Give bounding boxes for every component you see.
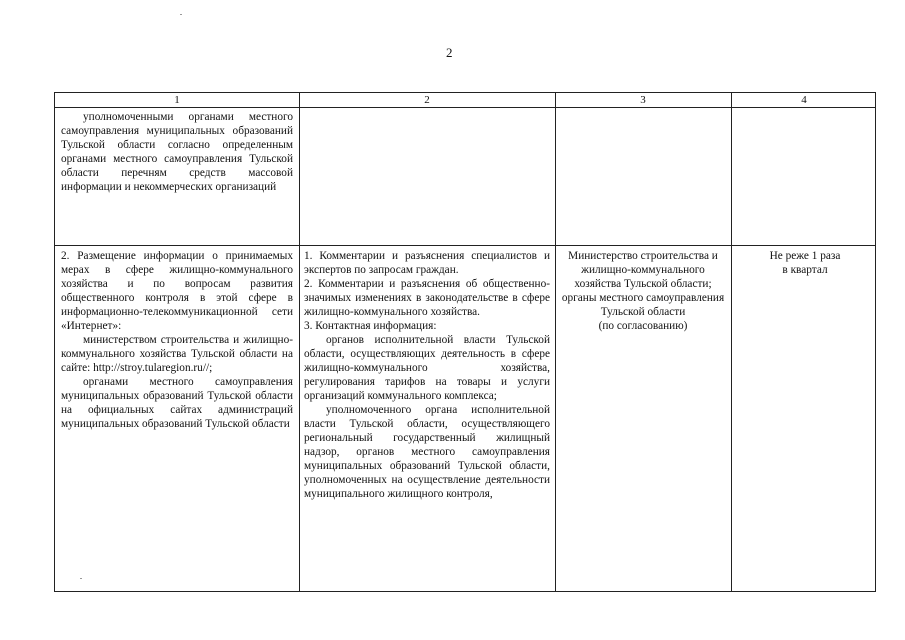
header-col-4: 4 <box>801 94 807 106</box>
row1-col1-cell <box>61 110 293 194</box>
scan-speck <box>180 14 182 15</box>
row2-col2-authorized-body: уполномоченного органа исполнительной власти Тульской области, осуществляющего региональный государственный жилищный надзор, органов местного самоуправления муниципальных образований Тульской области, уполномоченных на осуществление деятельности муниципального жилищного контроля, <box>304 404 550 500</box>
row2-col4-cell <box>767 249 843 277</box>
row2-col2-exec-bodies: органов исполнительной власти Тульской области, осуществляющих деятельность в сфере жилищно-коммунального хозяйства, регулирования тарифов на товары и услуги организаций коммунального комплекса; <box>304 334 550 402</box>
row2-col1-cell <box>61 249 293 431</box>
row2-col2-item-1: 1. Комментарии и разъяснения специалистов и экспертов по запросам граждан. <box>304 250 550 276</box>
row-divider <box>55 245 875 246</box>
row2-col3-agreement: (по согласованию) <box>598 320 688 332</box>
column-divider <box>555 93 556 591</box>
header-col-2: 2 <box>424 94 430 106</box>
column-divider <box>731 93 732 591</box>
row2-col2-item-2: 2. Комментарии и разъяснения об общественно-значимых изменениях в законодательстве в сфере жилищно-коммунального хозяйства. <box>304 278 550 318</box>
row2-col4-frequency: Не реже 1 раза в квартал <box>769 250 841 276</box>
row2-col1-local-bodies: органами местного самоуправления муниципальных образований Тульской области на официальных сайтах администраций муниципальных образований Тульской области <box>61 376 293 430</box>
scan-speck <box>80 578 82 579</box>
row2-col1-item-heading: 2. Размещение информации о принимаемых мерах в сфере жилищно-коммунального хозяйства и по вопросам развития общественного контроля в этой сфере в информационно-телекоммуникационной сети «Интернет»: <box>61 250 293 332</box>
row1-col1-text: уполномоченными органами местного самоуправления муниципальных образований Тульской области согласно определенным органами местного самоуправления Тульской области перечням средств массовой информации и некоммерческих организаций <box>61 111 293 193</box>
column-divider <box>299 93 300 591</box>
data-table <box>54 92 876 592</box>
page-number: 2 <box>446 45 453 60</box>
header-col-1: 1 <box>174 94 180 106</box>
header-divider <box>55 107 875 108</box>
row2-col2-cell <box>304 249 550 501</box>
header-col-3: 3 <box>640 94 646 106</box>
row2-col1-ministry: министерством строительства и жилищно-коммунального хозяйства Тульской области на сайте: http://stroy.tularegion.ru//; <box>61 334 293 374</box>
row2-col2-item-3: 3. Контактная информация: <box>304 320 437 332</box>
row2-col3-local-bodies: органы местного самоуправления Тульской области <box>561 292 725 318</box>
row2-col3-cell <box>560 249 726 333</box>
row2-col3-ministry: Министерство строительства и жилищно-коммунального хозяйства Тульской области; <box>568 250 718 290</box>
